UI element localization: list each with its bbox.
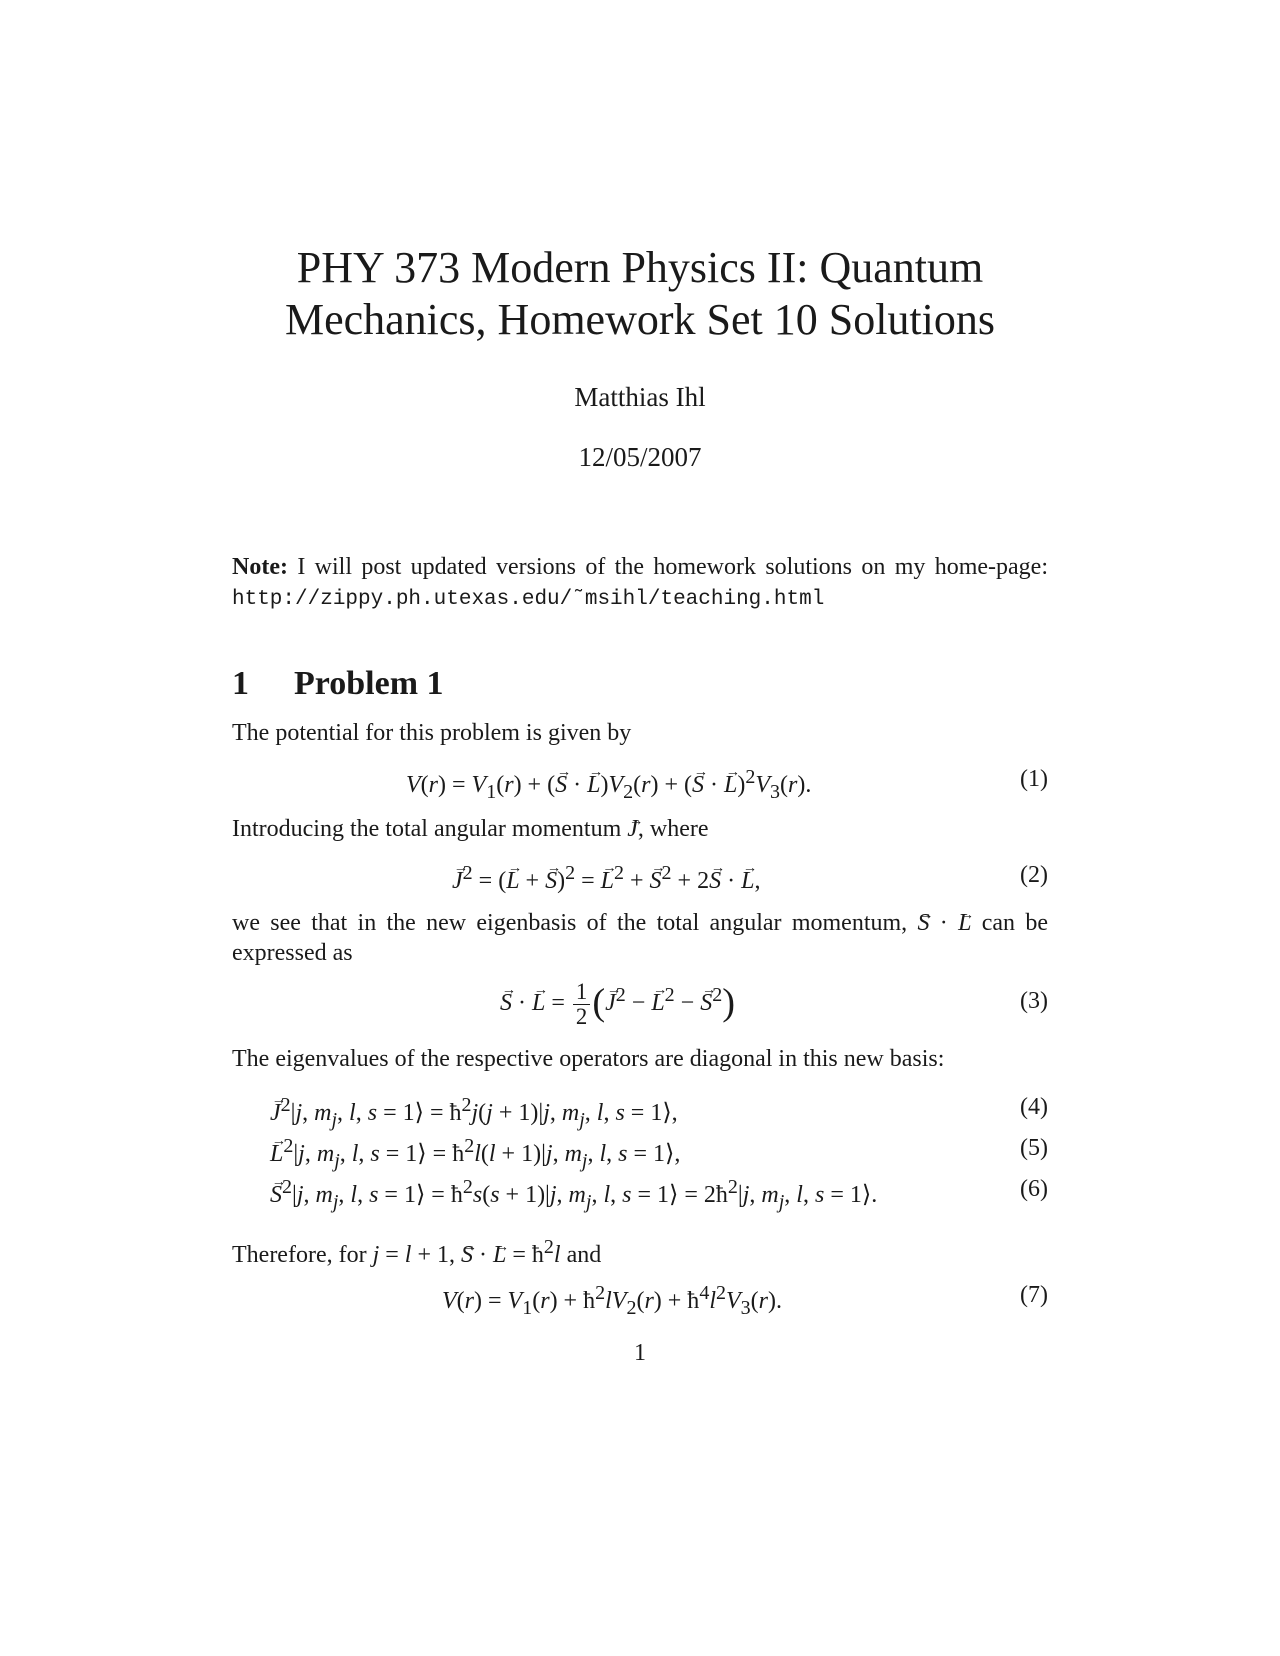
paragraph-eigenbasis: we see that in the new eigenbasis of the total angular momentum, → S · → L can be expressed as <box>232 908 1048 968</box>
paragraph-therefore: Therefore, for j = l + 1, → S · → $L = ħ^2l$ and <box>232 1232 1048 1270</box>
equation-1-body: $V(r) = V_1(r)$ + (→ S · → $L)V_2(r)$ + (→ S · → $L)^2V_3(r)$. <box>406 766 811 804</box>
equation-2 <box>232 856 1048 896</box>
document-date: 12/05/2007 <box>578 442 702 472</box>
equation-3-body: → S · → L = $\frac{1}{2}$ (→ $J^2$ − → $L^2$ − → $S^2$) <box>500 980 735 1029</box>
equation-5 <box>232 1129 1048 1172</box>
equation-3-number: (3) <box>1020 988 1048 1014</box>
equation-5-number: (5) <box>1020 1135 1048 1161</box>
note-label: Note: <box>232 554 288 580</box>
equation-6 <box>232 1170 1048 1213</box>
equation-6-body: → $S^2|j$, $m_j$, l, s = 1⟩ = $ħ^2s(s + 1)|j$, $m_j$, l, s = 1⟩ = $2ħ^2|j$, $m_j$, l, s = 1⟩. <box>270 1176 877 1214</box>
equation-3 <box>232 978 1048 1028</box>
note-text: I will post updated versions of the homework solutions on my home-page: <box>287 554 1048 580</box>
equation-4-body: → $J^2|j$, $m_j$, l, s = 1⟩ = $ħ^2j(j + 1)|j$, $m_j$, l, s = 1⟩, <box>270 1094 678 1132</box>
equation-4 <box>232 1088 1048 1131</box>
section-title: Problem 1 <box>294 665 444 702</box>
equation-7-body: $V(r) = V_1(r)$ + $ħ^2lV_2(r)$ + $ħ^4l^2V_3(r)$. <box>442 1282 782 1319</box>
equation-5-body: → $L^2|j$, $m_j$, l, s = 1⟩ = $ħ^2l(l + 1)|j$, $m_j$, l, s = 1⟩, <box>270 1135 680 1173</box>
paragraph-intro: The potential for this problem is given by <box>232 720 632 746</box>
equation-1-number: (1) <box>1020 766 1048 792</box>
equation-7 <box>232 1276 1048 1319</box>
equation-4-number: (4) <box>1020 1094 1048 1120</box>
section-heading <box>232 665 444 703</box>
section-number: 1 <box>232 665 249 702</box>
page-number: 1 <box>634 1340 646 1366</box>
equation-6-number: (6) <box>1020 1176 1048 1202</box>
equation-1 <box>232 760 1048 803</box>
author-name: Matthias Ihl <box>574 382 706 412</box>
equation-2-body: → $J^2$ = (→ L + → S)$^2$ = → $L^2$ + → $S^2 + 2\to S$ · → L, <box>452 862 760 895</box>
note-paragraph <box>232 552 1048 615</box>
equation-7-number: (7) <box>1020 1282 1048 1308</box>
equation-2-number: (2) <box>1020 862 1048 888</box>
paragraph-eigenvalues: The eigenvalues of the respective operators are diagonal in this new basis: <box>232 1046 945 1072</box>
title-line-2: Mechanics, Homework Set 10 Solutions <box>284 295 996 344</box>
title-line-1: PHY 373 Modern Physics II: Quantum <box>296 243 984 292</box>
homepage-url[interactable]: http://zippy.ph.utexas.edu/˜msihl/teaching.html <box>232 588 825 611</box>
document-title <box>230 242 1050 346</box>
paragraph-angular-momentum: Introducing the total angular momentum → J, where <box>232 814 1048 844</box>
